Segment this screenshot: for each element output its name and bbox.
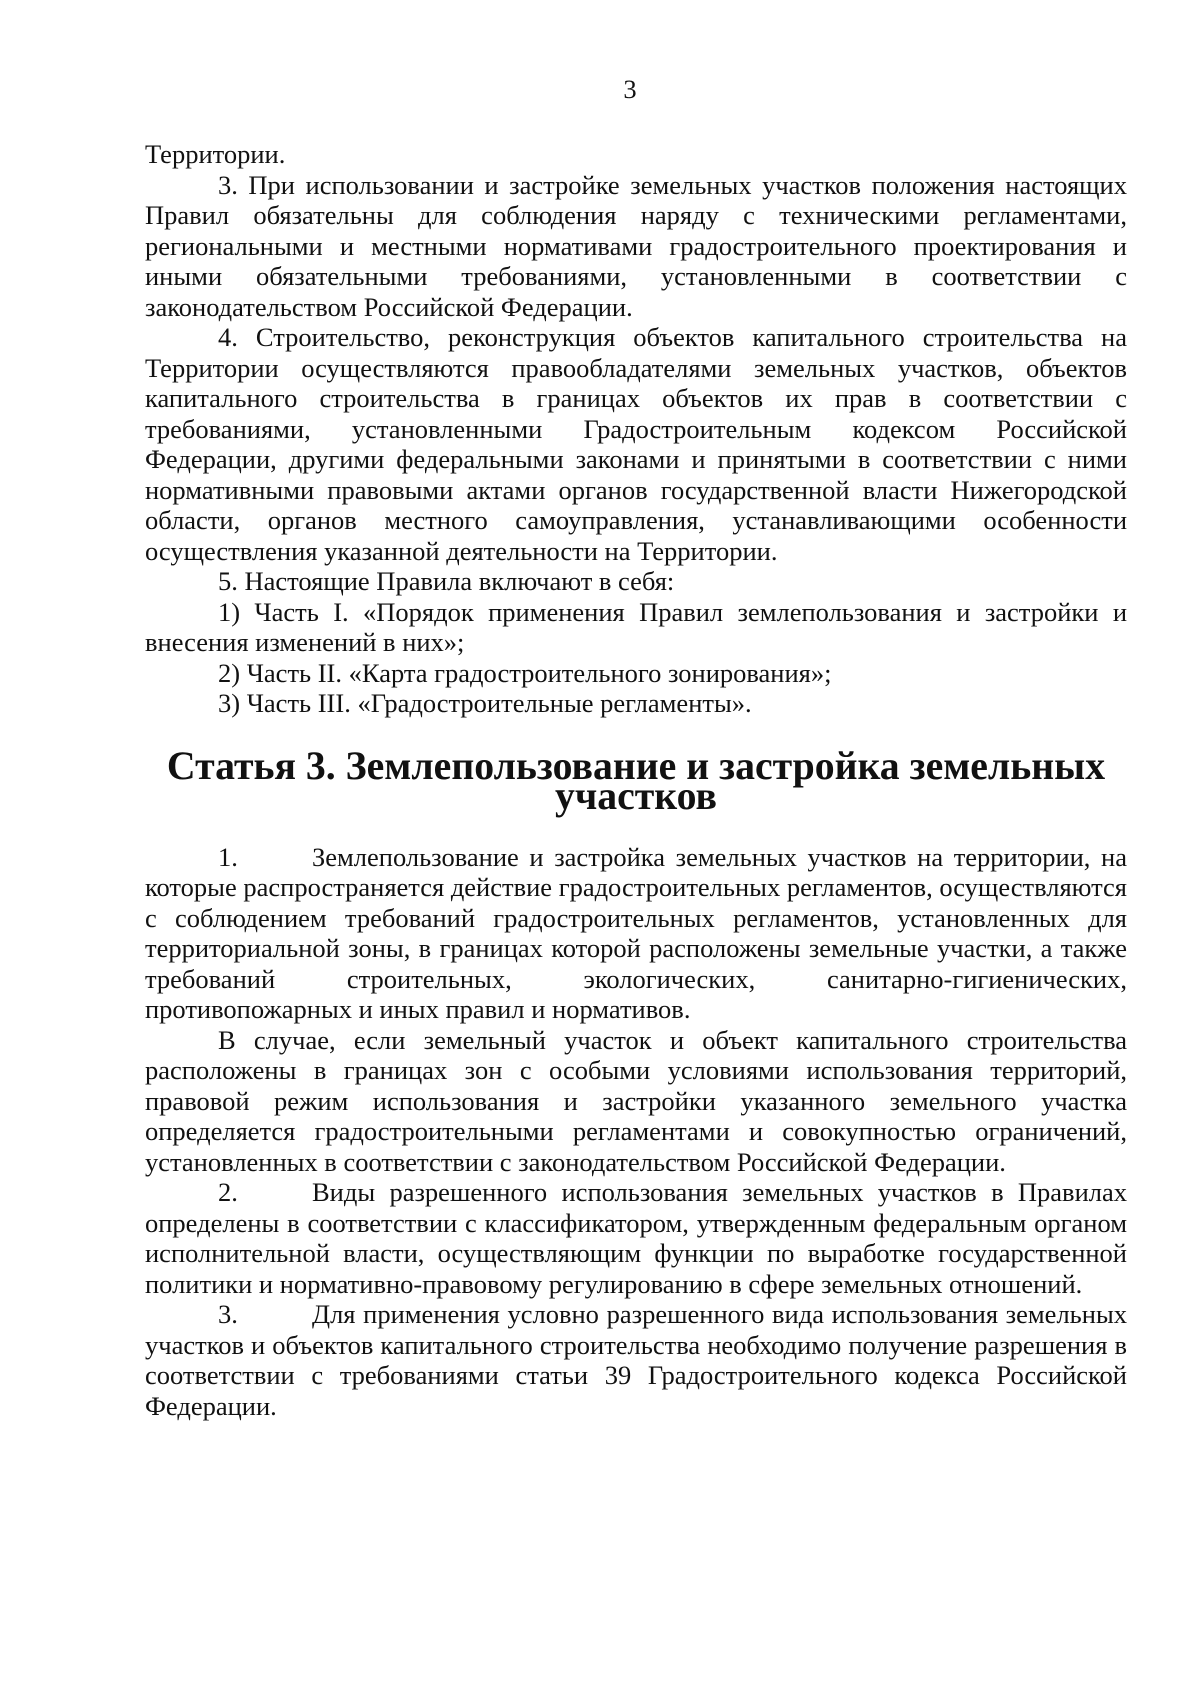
- paragraph: 3) Часть III. «Градостроительные регламенты».: [218, 688, 752, 718]
- paragraph: [145, 1177, 1127, 1299]
- page-number: 3: [623, 74, 637, 104]
- paragraph: В случае, если земельный участок и объект капитального строительства расположены в границах зон с особыми условиями использования территорий, правовой режим использования и застройки указанного земельного участка определяется градостроительными регламентами и совокупностью ограничений, установленных в соответствии с законодательством Российской Федерации.: [145, 1024, 1127, 1177]
- paragraph-text: Землепользование и застройка земельных участков на территории, на которые распространяется действие градостроительных регламентов, осуществляются с соблюдением требований градостроительных регламентов, установленных для территориальной зоны, в границах которой расположены земельные участки, а также требований строительных, экологических, санитарно-гигиенических, противопожарных и иных правил и нормативов.: [145, 841, 1127, 1024]
- paragraph: 3. При использовании и застройке земельных участков положения настоящих Правил обязательны для соблюдения наряду с техническими регламентами, региональными и местными нормативами градостроительного проектирования и иными обязательными требованиями, установленными в соответствии с законодательством Российской Федерации.: [145, 169, 1127, 322]
- paragraph: 2) Часть II. «Карта градостроительного зонирования»;: [218, 657, 832, 688]
- paragraphs-after-article: [145, 842, 1127, 1422]
- article-heading: Статья 3. Землепользование и застройка земельных участков: [166, 743, 1106, 818]
- paragraph: [145, 1299, 1127, 1421]
- paragraphs-before-article: [145, 139, 1127, 719]
- paragraph: [145, 842, 1127, 1025]
- paragraph-text: Для применения условно разрешенного вида использования земельных участков и объектов капитального строительства необходимо получение разрешения в соответствии с требованиями статьи 39 Градостроительного кодекса Российской Федерации.: [145, 1299, 1127, 1421]
- item-number: 1.: [218, 841, 238, 872]
- paragraph: 1) Часть I. «Порядок применения Правил землепользования и застройки и внесения изменений в них»;: [145, 596, 1127, 657]
- document-body: [145, 139, 1127, 1421]
- item-number: 3.: [218, 1299, 238, 1329]
- paragraph: 4. Строительство, реконструкция объектов капитального строительства на Территории осуществляются правообладателями земельных участков, объектов капитального строительства в границах объектов их прав в соответствии с требованиями, установленными Градостроительным кодексом Российской Федерации, другими федеральными законами и принятыми в соответствии с ними нормативными правовыми актами органов государственной власти Нижегородской области, органов местного самоуправления, устанавливающими особенности осуществления указанной деятельности на Территории.: [145, 322, 1127, 566]
- paragraph-text: Виды разрешенного использования земельных участков в Правилах определены в соответствии с классификатором, утвержденным федеральным органом исполнительной власти, осуществляющим функции по выработке государственной политики и нормативно-правовому регулированию в сфере земельных отношений.: [145, 1177, 1127, 1299]
- paragraph: 5. Настоящие Правила включают в себя:: [218, 566, 675, 596]
- item-number: 2.: [218, 1177, 238, 1207]
- paragraph: Территории.: [145, 139, 286, 169]
